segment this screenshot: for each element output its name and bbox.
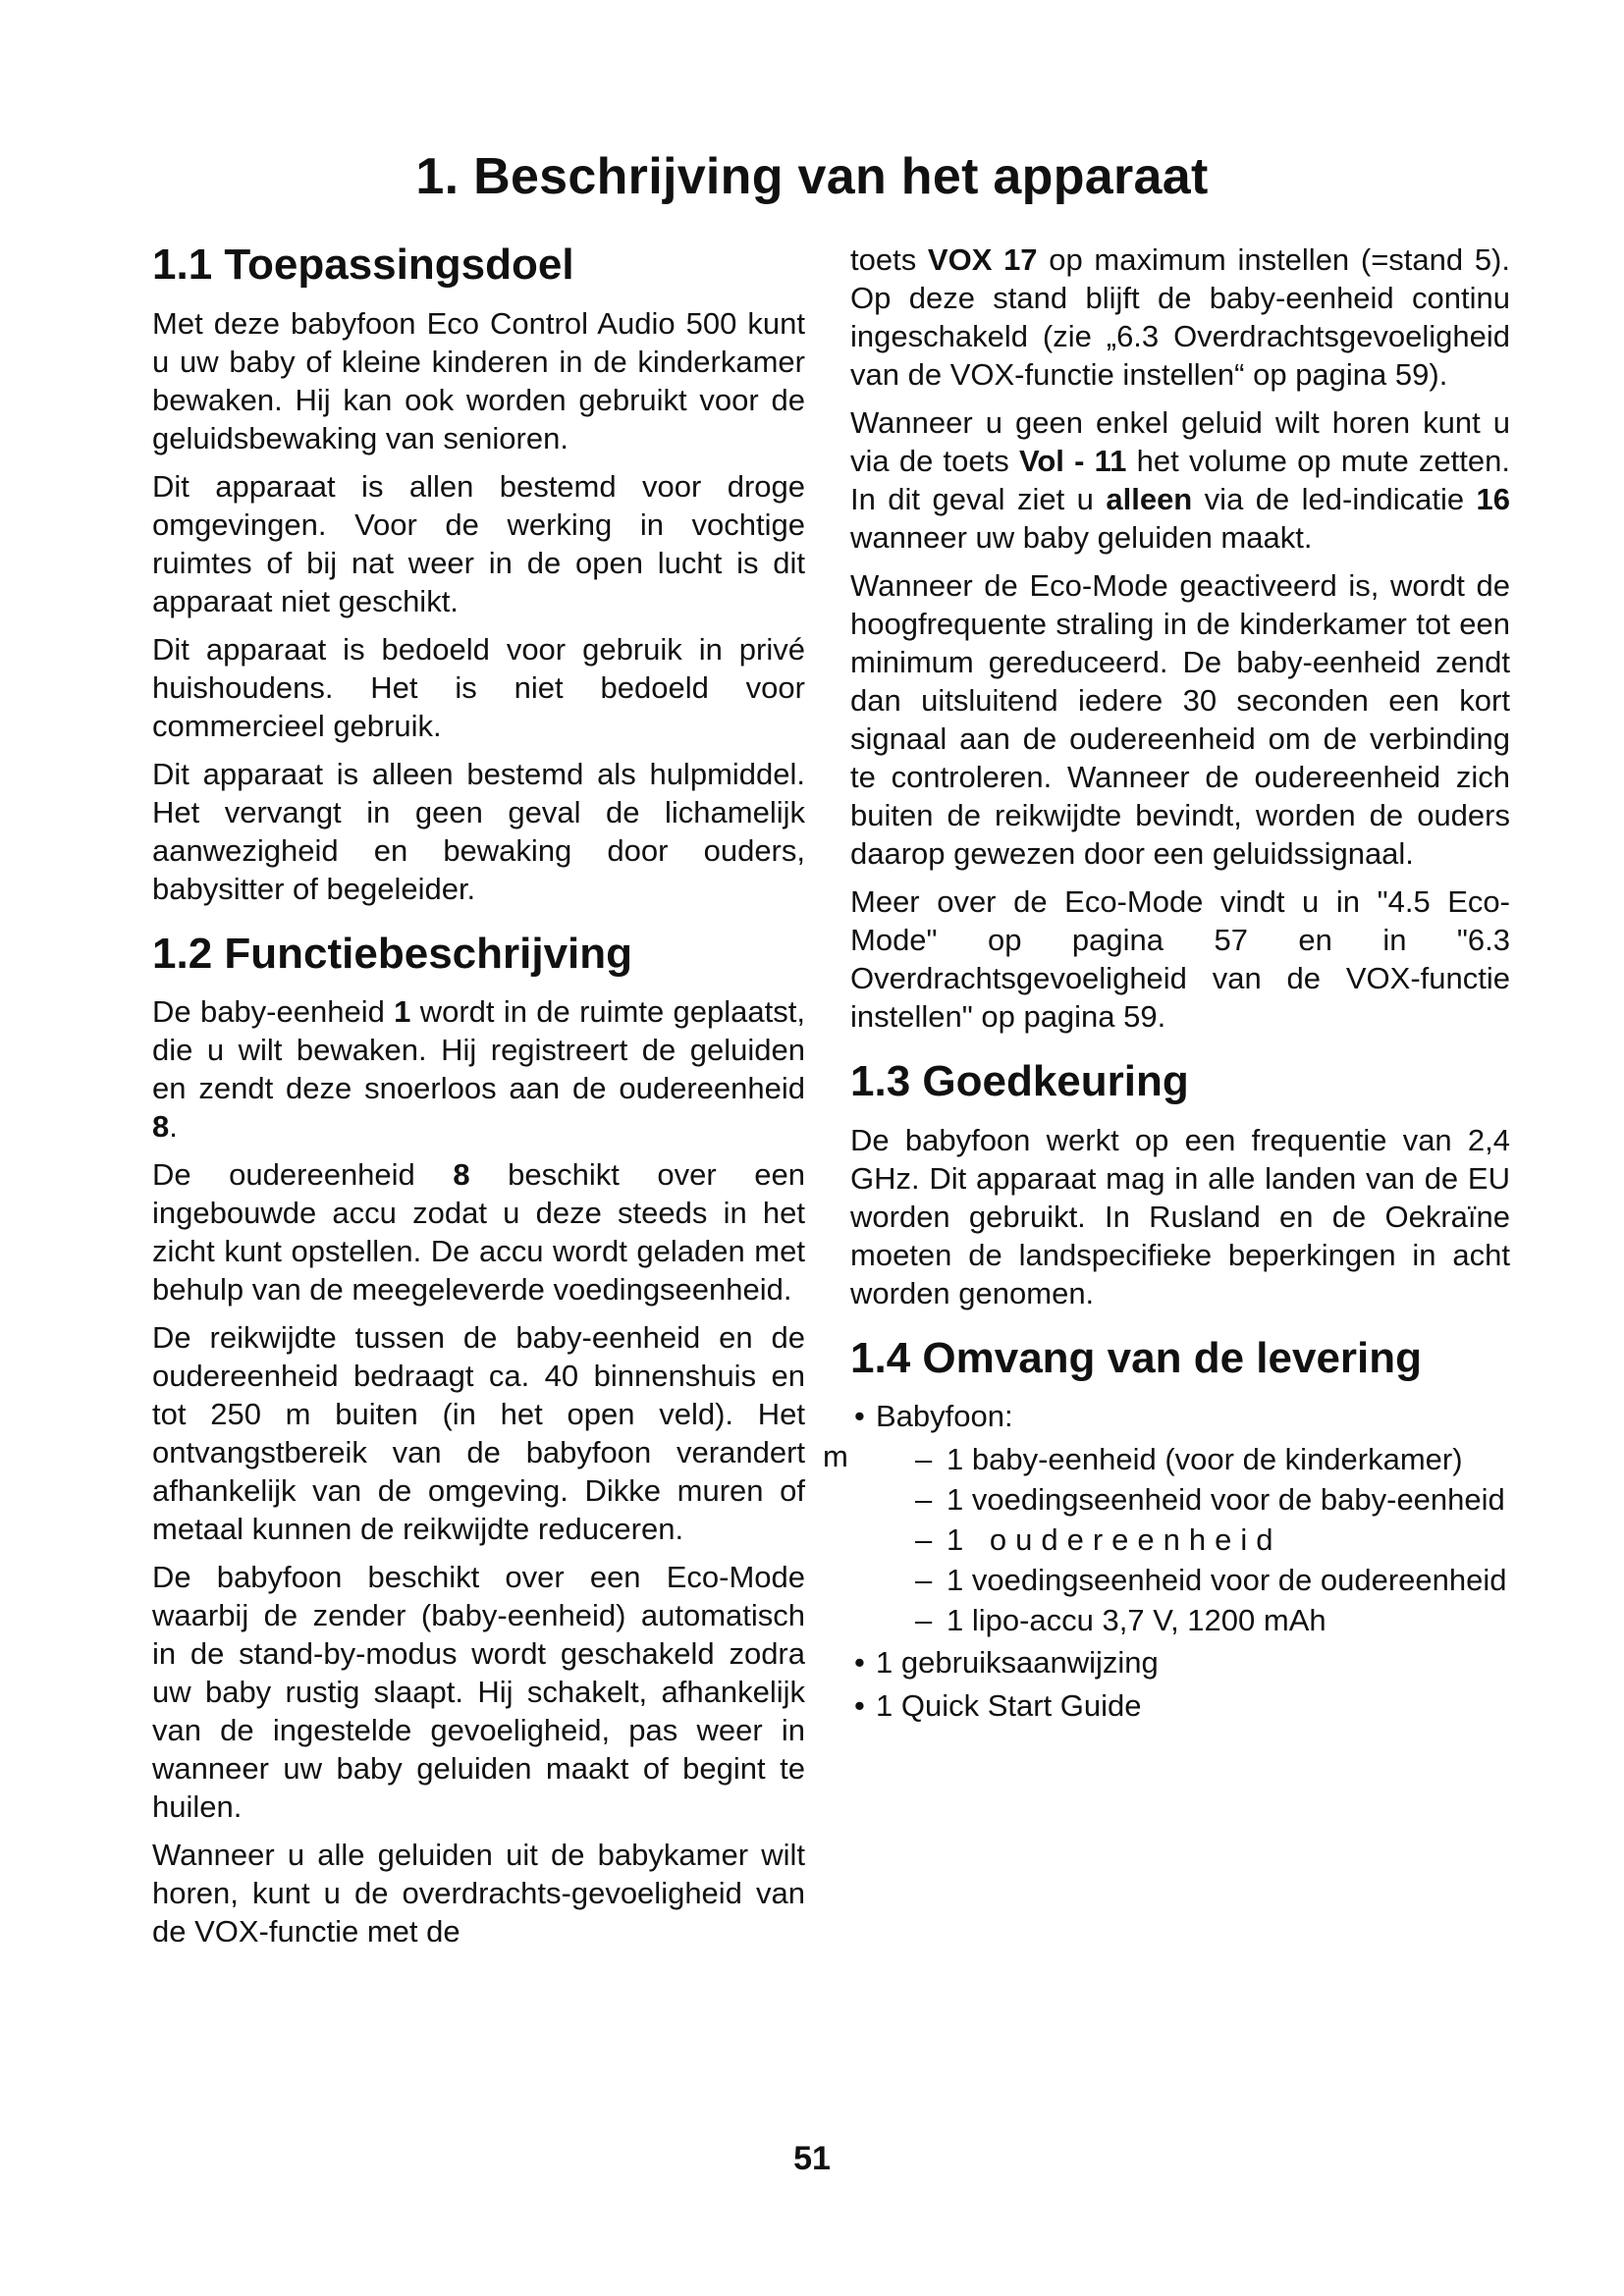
paragraph: Dit apparaat is bedoeld voor gebruik in privé huishoudens. Het is niet bedoeld voor commercieel gebruik. [152,631,805,743]
paragraph: De oudereenheid 8 beschikt over een ingebouwde accu zodat u deze steeds in het zicht kunt opstellen. De accu wordt geladen met behulp van de meegeleverde voedingseenheid. [152,1157,805,1308]
list-item: • 1 gebruiksaanwijzing [850,1643,1510,1682]
paragraph: Met deze babyfoon Eco Control Audio 500 kunt u uw baby of kleine kinderen in de kinderkamer bewaken. Hij kan ook worden gebruikt voor de geluidsbewaking van senioren. [152,305,805,455]
paragraph: De babyfoon werkt op een frequentie van 2,4 GHz. Dit apparaat mag in alle landen van de EU worden gebruikt. In Rusland en de Oekraïne moeten de landspecifieke beperkingen in acht worden genomen. [850,1122,1510,1310]
paragraph: Wanneer u alle geluiden uit de babykamer wilt horen, kunt u de overdrachts-gevoeligheid van de VOX-functie met de [152,1838,805,1949]
ref-number: 8 [152,1109,170,1145]
left-column [152,240,805,1960]
list-item: – 1 baby-eenheid (voor de kinderkamer) [915,1440,1510,1478]
right-column [850,240,1510,1730]
heading-functiebeschrijving: 1.2 Functiebeschrijving [152,929,633,978]
heading-omvang-levering: 1.4 Omvang van de levering [850,1333,1423,1382]
section-goedkeuring [850,1057,1510,1312]
paragraph: De reikwijdte tussen de baby-eenheid en de oudereenheid bedraagt ca. 40 binnenshuis en tot 250 m buiten (in het open veld). Het ontvangstbereik van de babyfoon verandert afhankelijk van de omgeving. Dikke muren of metaal kunnen de reikwijdte reduceren. [152,1320,805,1547]
paragraph: De baby-eenheid 1 wordt in de ruimte geplaatst, die u wilt bewaken. Hij registreert de geluiden en zendt deze snoerloos aan de oudereenheid 8. [152,994,805,1145]
ref-number: 8 [453,1157,470,1193]
paragraph: Dit apparaat is allen bestemd voor droge omgevingen. Voor de werking in vochtige ruimtes of bij nat weer in de open lucht is dit apparaat niet geschikt. [152,468,805,618]
paragraph: Wanneer u geen enkel geluid wilt horen kunt u via de toets Vol - 11 het volume op mute zetten. In dit geval ziet u alleen via de led-indicatie 16 wanneer uw baby geluiden maakt. [850,405,1511,555]
ref-number: 16 [1476,482,1511,516]
paragraph: Meer over de Eco-Mode vindt u in "4.5 Eco-Mode" op pagina 57 en in "6.3 Overdrachtsgevoeligheid van de VOX-functie instellen" op pagina 59. [850,884,1510,1034]
page-number: 51 [793,2140,831,2177]
list-item: – 1 voedingseenheid voor de baby-eenheid [915,1480,1510,1519]
emphasis: alleen [1106,482,1193,516]
ref-key: VOX 17 [927,242,1038,277]
list-item: – 1 oudereenheid [915,1521,1510,1559]
paragraph: De babyfoon beschikt over een Eco-Mode waarbij de zender (baby-eenheid) automatisch in de stand-by-modus wordt geschakeld zodra uw baby rustig slaapt. Hij schakelt, afhankelijk van de ingestelde gevoeligheid, pas weer in wanneer uw baby geluiden maakt of begint te huilen. [152,1560,805,1825]
list-item: – 1 lipo-accu 3,7 V, 1200 mAh [915,1601,1510,1639]
ref-key: Vol - 11 [1018,444,1127,478]
ref-number: 1 [394,994,411,1030]
babyfoon-sublist [915,1440,1510,1639]
page-title: 1. Beschrijving van het apparaat [415,148,1209,205]
list-item: • Babyfoon: – 1 baby-eenheid (voor de kinderkamer) – 1 voedingseenheid voor de baby-eenheid – 1 oudereenheid – 1 voedingseenheid voor de oudereenheid – 1 lipo-accu 3,7 V, 1200 mAh [850,1397,1510,1639]
paragraph: toets VOX 17 op maximum instellen (=stand 5). Op deze stand blijft de baby-eenheid continu ingeschakeld (zie „6.3 Overdrachtsgevoeligheid van de VOX-functie instellen“ op pagina 59). [850,242,1510,392]
paragraph: Dit apparaat is alleen bestemd als hulpmiddel. Het vervangt in geen geval de lichamelijk aanwezigheid en bewaking door ouders, babysitter of begeleider. [152,756,805,906]
section-toepassingsdoel [152,240,805,908]
section-omvang-levering [850,1334,1510,1727]
delivery-list [850,1397,1510,1726]
heading-toepassingsdoel: 1.1 Toepassingsdoel [152,240,574,289]
list-item: – 1 voedingseenheid voor de oudereenheid [915,1561,1510,1599]
heading-goedkeuring: 1.3 Goedkeuring [850,1057,1189,1105]
paragraph: Wanneer de Eco-Mode geactiveerd is, wordt de hoogfrequente straling in de kinderkamer tot een minimum gereduceerd. De baby-eenheid zendt dan uitsluitend iedere 30 seconden een kort signaal aan de oudereenheid om de verbinding te controleren. Wanneer de oudereenheid zich buiten de reikwijdte bevindt, worden de ouders daarop gewezen door een geluidssignaal. [850,568,1510,871]
list-item: • 1 Quick Start Guide [850,1686,1510,1726]
stray-character: m [823,1439,848,1473]
section-functiebeschrijving [152,930,805,1951]
